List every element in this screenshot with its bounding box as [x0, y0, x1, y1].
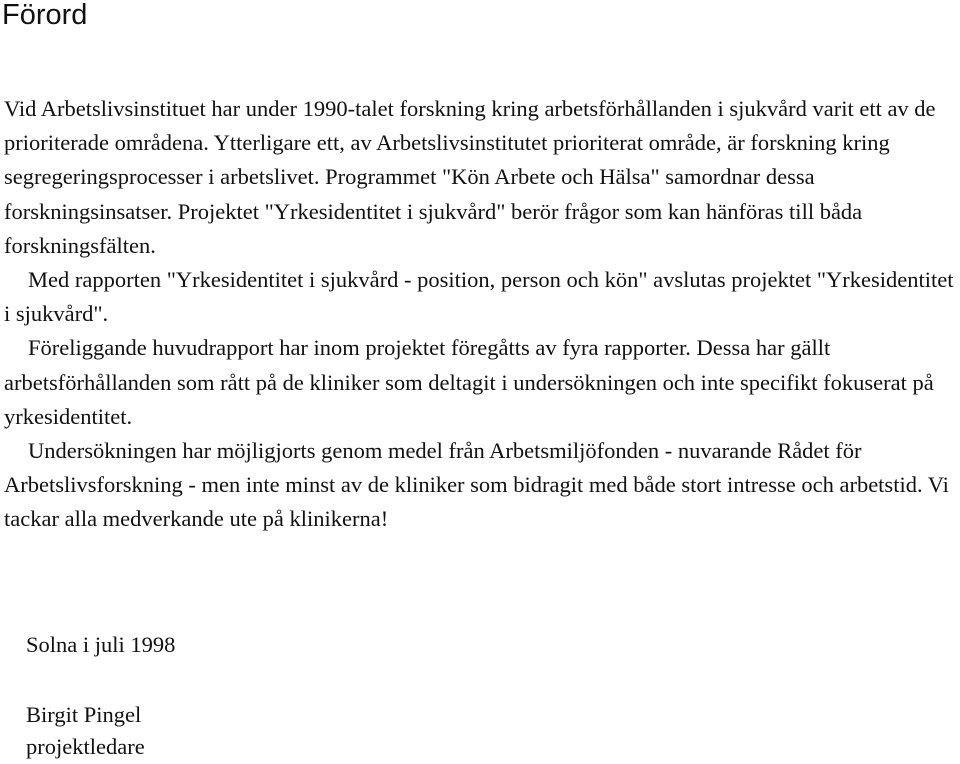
paragraph-acknowledgements: Undersökningen har möjligjorts genom medel från Arbetsmiljöfonden - nuvarande Rådet för Arbetslivsforskning - men inte minst av de kliniker som bidragit med både stort intresse och arbetstid. Vi tackar alla medverkande ute på klinikerna! [4, 438, 949, 532]
paragraph-main-report: Föreliggande huvudrapport har inom projektet föregåtts av fyra rapporter. Dessa har gällt arbetsförhållanden som rått på de kliniker som deltagit i undersökningen och inte specifikt fokuserat på yrkesidentitet. [4, 335, 934, 429]
place-date: Solna i juli 1998 [26, 632, 176, 657]
signature-name: Birgit Pingel [26, 702, 142, 727]
paragraph-intro: Vid Arbetslivsinstituet har under 1990-talet forskning kring arbetsförhållanden i sjukvård varit ett av de prioriterade områdena. Ytterligare ett, av Arbetslivsinstitutet prioriterat område, är forskning kring segregeringsprocesser i arbetslivet. Programmet "Kön Arbete och Hälsa" samordnar dessa forskningsinsatser. Projektet "Yrkesidentitet i sjukvård" berör frågor som kan hänföras till båda forskningsfälten. [4, 96, 936, 258]
page-title: Förord [2, 0, 88, 31]
foreword-body [4, 92, 956, 537]
signature-role: projektledare [26, 734, 145, 759]
paragraph-report: Med rapporten "Yrkesidentitet i sjukvård - position, person och kön" avslutas projektet "Yrkesidentitet i sjukvård". [4, 267, 954, 327]
